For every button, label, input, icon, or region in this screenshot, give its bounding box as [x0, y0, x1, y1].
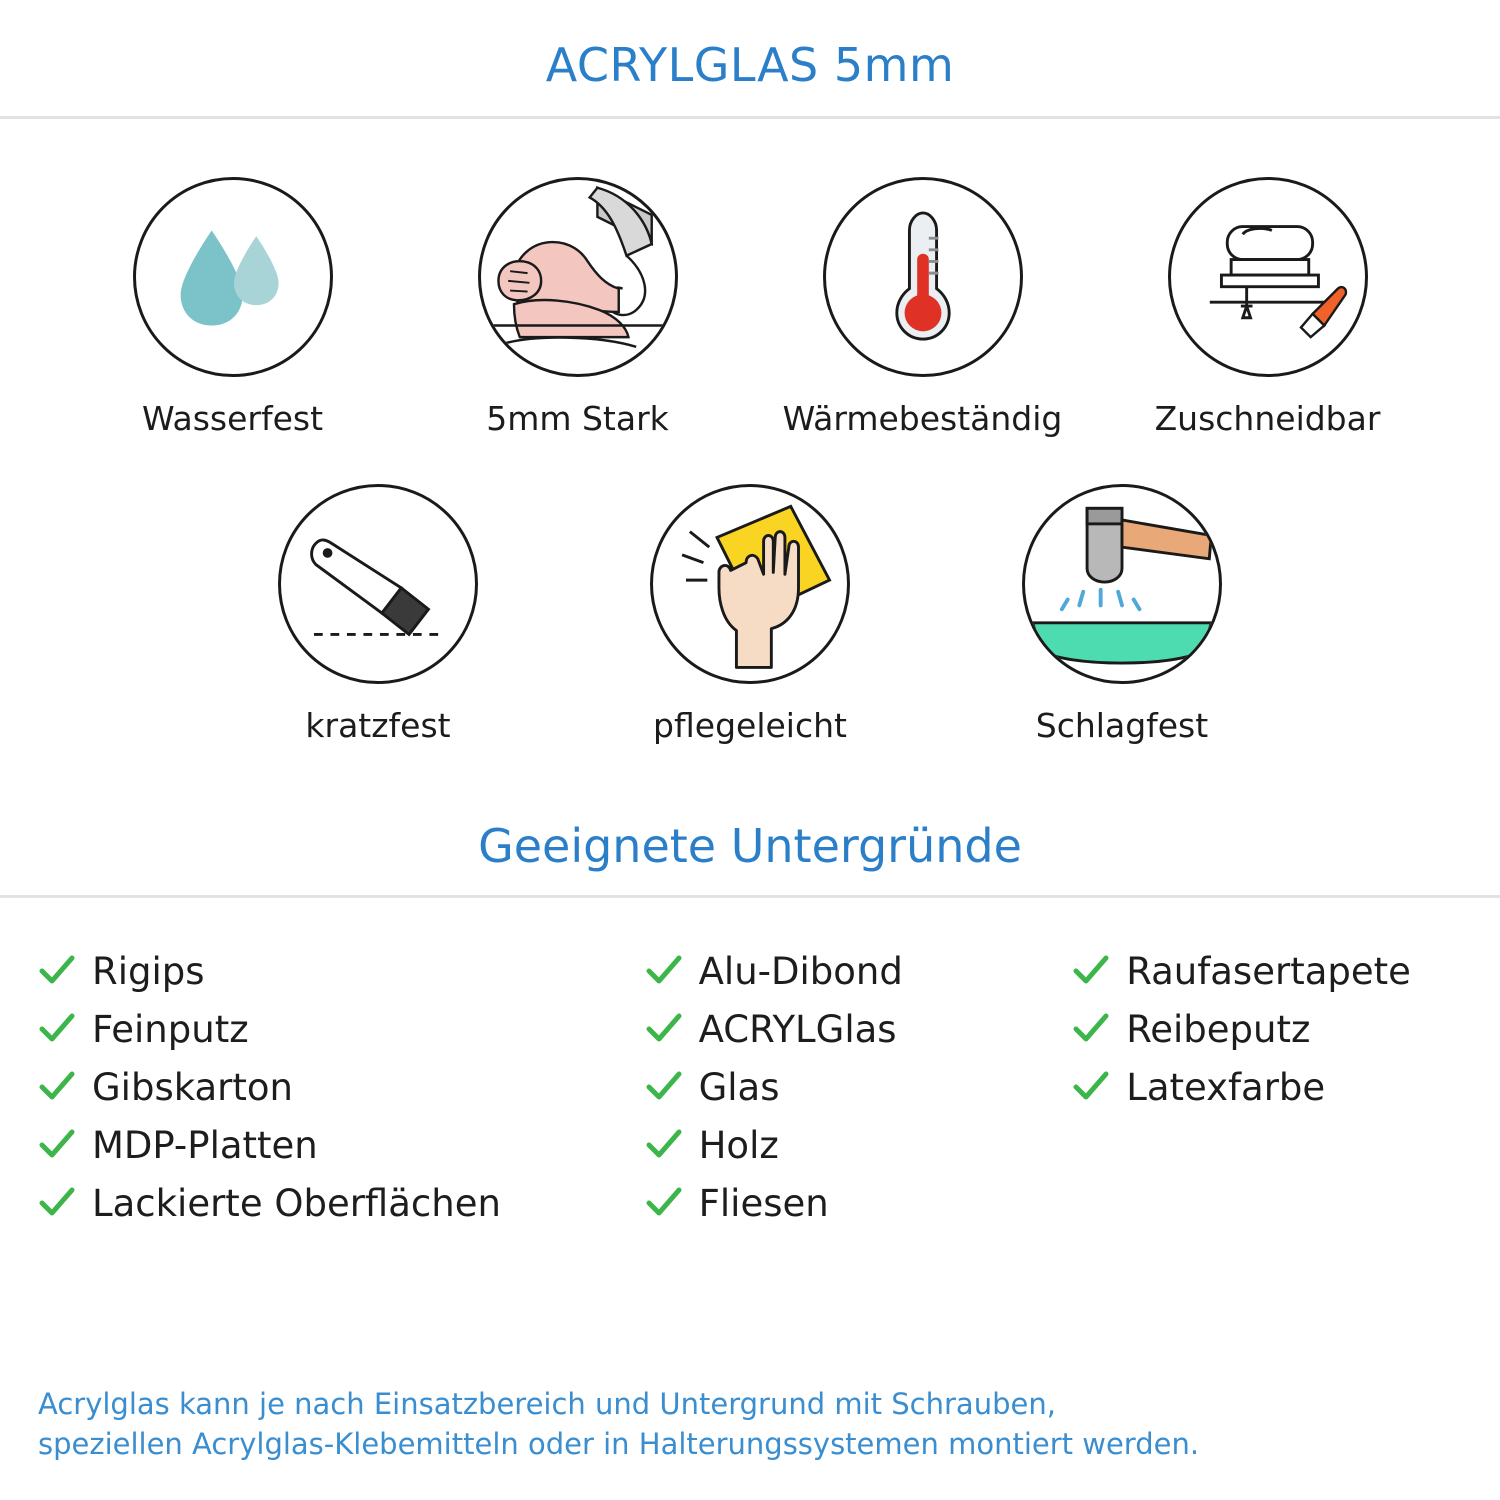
list-item-label: Lackierte Oberflächen [92, 1181, 501, 1225]
check-icon [1072, 1010, 1110, 1048]
list-item-label: Latexfarbe [1126, 1065, 1326, 1109]
footer-note-line-1: Acrylglas kann je nach Einsatzbereich und Untergrund mit Schrauben, [38, 1386, 1056, 1421]
feature-label: Schlagfest [1035, 706, 1209, 745]
substrates-title: Geeignete Untergründe [478, 819, 1022, 873]
list-item-label: ACRYLGlas [698, 1007, 897, 1051]
list-item-label: MDP-Platten [92, 1123, 318, 1167]
check-icon [1072, 952, 1110, 990]
list-item-label: Holz [698, 1123, 779, 1167]
header-bar [0, 0, 1500, 119]
substrates-header-bar [0, 819, 1500, 898]
list-item-label: Feinputz [92, 1007, 249, 1051]
hand-cloth-wipe-icon [650, 484, 850, 684]
thermometer-icon [823, 177, 1023, 377]
feature-label: Zuschneidbar [1154, 399, 1381, 438]
check-icon [38, 952, 76, 990]
feature-waermebestaendig [750, 177, 1095, 438]
substrates-column-2 [645, 942, 1073, 1232]
feature-row-2 [0, 484, 1500, 745]
list-item-label: Gibskarton [92, 1065, 293, 1109]
feature-label: pflegeleicht [653, 706, 847, 745]
list-item [38, 1116, 645, 1174]
check-icon [1072, 1068, 1110, 1106]
knife-scratch-icon [278, 484, 478, 684]
list-item [38, 1000, 645, 1058]
check-icon [645, 952, 683, 990]
hammer-impact-icon [1022, 484, 1222, 684]
feature-wasserfest [60, 177, 405, 438]
substrates-list [0, 898, 1500, 1232]
feature-kratzfest [192, 484, 564, 745]
list-item-label: Glas [698, 1065, 780, 1109]
check-icon [38, 1010, 76, 1048]
list-item-label: Reibeputz [1126, 1007, 1311, 1051]
list-item [645, 1058, 1073, 1116]
feature-section [0, 119, 1500, 745]
feature-label: kratzfest [305, 706, 451, 745]
page-title: ACRYLGLAS 5mm [545, 38, 955, 92]
check-icon [38, 1126, 76, 1164]
list-item [38, 1174, 645, 1232]
check-icon [645, 1184, 683, 1222]
list-item [1072, 942, 1470, 1000]
water-drops-icon [133, 177, 333, 377]
footer-note-line-2: speziellen Acrylglas-Klebemitteln oder in Halterungssystemen montiert werden. [38, 1426, 1200, 1461]
list-item-label: Rigips [92, 949, 205, 993]
list-item [38, 942, 645, 1000]
check-icon [645, 1010, 683, 1048]
list-item-label: Alu-Dibond [698, 949, 903, 993]
list-item [645, 942, 1073, 1000]
check-icon [645, 1068, 683, 1106]
feature-label: 5mm Stark [486, 399, 669, 438]
jigsaw-cutter-icon [1168, 177, 1368, 377]
feature-label: Wasserfest [141, 399, 324, 438]
feature-pflegeleicht [564, 484, 936, 745]
list-item-label: Raufasertapete [1126, 949, 1411, 993]
list-item [1072, 1000, 1470, 1058]
feature-row-1 [0, 177, 1500, 438]
list-item [38, 1058, 645, 1116]
list-item [645, 1000, 1073, 1058]
footer-note [38, 1384, 1470, 1464]
list-item [645, 1116, 1073, 1174]
list-item-label: Fliesen [698, 1181, 829, 1225]
substrates-column-1 [38, 942, 645, 1232]
check-icon [38, 1068, 76, 1106]
substrates-column-3 [1072, 942, 1470, 1232]
list-item [645, 1174, 1073, 1232]
feature-5mm-stark [405, 177, 750, 438]
strong-arm-icon [478, 177, 678, 377]
feature-label: Wärmebeständig [782, 399, 1063, 438]
check-icon [38, 1184, 76, 1222]
feature-zuschneidbar [1095, 177, 1440, 438]
feature-schlagfest [936, 484, 1308, 745]
list-item [1072, 1058, 1470, 1116]
check-icon [645, 1126, 683, 1164]
